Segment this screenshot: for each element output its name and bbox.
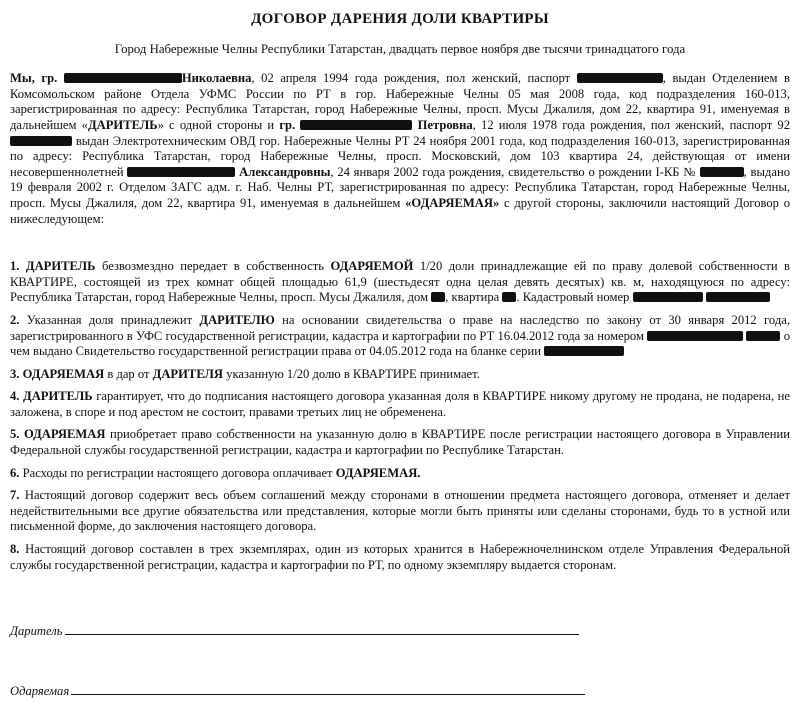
clause-7-number: 7. — [10, 488, 20, 503]
clause-3-bold-a: ДАРИТЕЛЯ — [152, 366, 224, 381]
intro-text-d: , 12 июля 1978 года рождения, пол женский, паспорт 92 — [472, 117, 790, 132]
intro-text-a: , 02 апреля 1994 года рождения, пол женский, паспорт — [251, 71, 571, 86]
redacted-blank-series — [544, 346, 624, 356]
clause-1-text-d: . Кадастровый номер — [516, 290, 630, 305]
intro-bold-recipient: «ОДАРЯЕМАЯ» — [405, 195, 500, 210]
clause-2-text-b: на основании свидетельства о праве на наследство по закону от 30 января 2012 года, зарегистрированного в УФС государственной регистрации, кадастра и картографии по РТ 16.04.2012 года за номером — [10, 312, 790, 343]
intro-bold-donor: ДАРИТЕЛЬ — [87, 117, 158, 132]
clause-5 — [10, 427, 790, 458]
signature-recipient — [10, 684, 790, 700]
clause-2-bold-a: ДАРИТЕЛЮ — [199, 312, 275, 327]
redacted-house — [431, 292, 445, 302]
clause-1-text-a: безвозмездно передает в собственность — [101, 259, 324, 274]
clause-1-text-b: 1/20 доли принадлежащие ей по праву долевой собственности в КВАРТИРЕ, состоящей из трех комнат общей площадью 61,9 (шестьдесят одна целая девять десятых) кв. м, находящуюся по адресу: Республика Татарстан, город Набережные Челны, просп. Мусы Джалиля, дом — [10, 259, 790, 305]
clause-6-text-a: Расходы по регистрации настоящего договора оплачивает — [22, 465, 333, 480]
redacted-name-3 — [127, 167, 235, 177]
clause-5-text-a: приобретает право собственности на указанную долю в КВАРТИРЕ после регистрации настоящего договора в Управлении Федеральной службы государственной регистрации, кадастра и картографии по Республике Татарстан. — [10, 427, 790, 458]
redacted-cadastral-a — [633, 292, 703, 302]
redacted-cadastral-b — [706, 292, 770, 302]
clause-1-number: 1. — [10, 259, 20, 274]
redacted-apartment — [502, 292, 516, 302]
redacted-reg-number-b — [746, 331, 780, 341]
redacted-passport-2 — [10, 136, 72, 146]
intro-text-e: выдан Электротехническим ОВД гор. Набережные Челны РТ 24 ноября 2001 года, код подразделения 160-013, зарегистрированная по адресу: Республика Татарстан, город Набережные Челны, просп. Московский, дом 103 квартира 24, действующая от имени несовершеннолетней — [10, 133, 790, 179]
signature-donor-label: Даритель — [10, 624, 63, 638]
redacted-name-1 — [64, 73, 182, 83]
redacted-name-2 — [300, 120, 412, 130]
city-date-line: Город Набережные Челны Республики Татарстан, двадцать первое ноября две тысячи тринадцатого года — [114, 41, 686, 56]
clause-1-bold-b: ОДАРЯЕМОЙ — [330, 259, 414, 274]
clause-8-number: 8. — [10, 542, 20, 557]
clause-2-number: 2. — [10, 312, 20, 327]
clause-5-lead: ОДАРЯЕМАЯ — [23, 427, 106, 442]
clause-4-number: 4. — [10, 389, 20, 404]
clause-7 — [10, 488, 790, 535]
signature-donor-line — [65, 633, 579, 635]
intro-bold-alexandrovny: Александровны — [239, 164, 331, 179]
intro-text-g: , выдано 19 февраля 2002 г. Отделом ЗАГС адм. г. Наб. Челны РТ, зарегистрированная по адресу: Республика Татарстан, город Набережные Челны, просп. Мусы Джалиля, дом 22, квартира 91, именуемая в дальнейшем — [10, 164, 790, 210]
intro-bold-my-gr: Мы, гр. — [10, 71, 58, 86]
redacted-reg-number-a — [647, 331, 743, 341]
clause-6 — [10, 466, 790, 482]
document-title: ДОГОВОР ДАРЕНИЯ ДОЛИ КВАРТИРЫ — [251, 11, 549, 27]
intro-bold-petrovna: Петровна — [417, 117, 473, 132]
clause-8-text-a: Настоящий договор составлен в трех экземплярах, один из которых хранится в Набережночелнинском отделе Управления Федеральной службы государственной регистрации, кадастра и картографии по РТ, по одному экземпляру выдается сторонам. — [10, 542, 790, 572]
clause-1-lead: ДАРИТЕЛЬ — [25, 259, 96, 274]
intro-text-f: , 24 января 2002 года рождения, свидетельство о рождении I-КБ № — [330, 164, 696, 179]
clause-6-bold-a: ОДАРЯЕМАЯ. — [335, 465, 421, 480]
intro-paragraph: Мы, гр. Николаевна, 02 апреля 1994 года рождения, пол женский, паспорт , выдан Отделением в Комсомольском районе Отдела УФМС России по РТ в гор. Набережные Челны 05 мая 2008 года, код подразделения 160-013, зарегистрированная по адресу: Республика Татарстан, город Набережные Челны, просп. Мусы Джалиля, дом 22, квартира 91, именуемая в дальнейшем «ДАРИТЕЛЬ» с одной стороны и гр. Петровна, 12 июля 1978 года рождения, пол женский, паспорт 92 выдан Электротехническим ОВД гор. Набережные Челны РТ 24 ноября 2001 года, код подразделения 160-013, зарегистрированная по адресу: Республика Татарстан, город Набережные Челны, просп. Московский, дом 103 квартира 24, действующая от имени несовершеннолетней Александровны, 24 января 2002 года рождения, свидетельство о рождении I-КБ № , выдано 19 февраля 2002 г. Отделом ЗАГС адм. г. Наб. Челны РТ, зарегистрированная по адресу: Республика Татарстан, город Набережные Челны, просп. Мусы Джалиля, дом 22, квартира 91, именуемая в дальнейшем «ОДАРЯЕМАЯ» с другой стороны, заключили настоящий Договор о нижеследующем: — [10, 71, 791, 226]
clause-3-lead: ОДАРЯЕМАЯ — [22, 366, 105, 381]
clause-2-text-c: о чем выдано Свидетельство государственной регистрации права от 04.05.2012 года на бланке серии — [10, 328, 790, 359]
clause-5-number: 5. — [10, 427, 20, 442]
clause-4-lead: ДАРИТЕЛЬ — [23, 389, 93, 404]
redacted-certificate — [700, 167, 744, 177]
clause-6-number: 6. — [10, 465, 20, 480]
intro-bold-nikolaevna: Николаевна — [181, 71, 252, 86]
intro-bold-gr: гр. — [279, 117, 296, 132]
signature-donor — [10, 624, 790, 640]
clause-4 — [10, 389, 790, 420]
signature-recipient-line — [71, 693, 585, 695]
clause-3-text-a: в дар от — [107, 366, 150, 381]
redacted-passport-1 — [577, 73, 663, 83]
clause-7-text-a: Настоящий договор содержит весь объем соглашений между сторонами в отношении предмета настоящего договора, отменяет и делает недействительными все другие обязательства или представления, которые могли быть приняты или сделаны сторонами, будь то в устной или письменной форме, до заключения настоящего договора. — [10, 488, 790, 534]
clause-8 — [10, 542, 790, 573]
clause-3-number: 3. — [10, 366, 20, 381]
intro-text-h: с другой стороны, заключили настоящий Договор о нижеследующем: — [10, 195, 791, 226]
signature-recipient-label: Одаряемая — [10, 684, 70, 698]
clause-3-text-b: указанную 1/20 долю в КВАРТИРЕ принимает. — [226, 366, 480, 381]
clause-2-text-a: Указанная доля принадлежит — [26, 312, 193, 327]
clause-4-text-a: гарантирует, что до подписания настоящего договора указанная доля в КВАРТИРЕ никому другому не продана, не подарена, не заложена, в споре и под арестом не состоит, правами третьих лиц не обременена. — [10, 389, 791, 419]
intro-text-b: выдан Отделением в Комсомольском районе Отдела УФМС России по РТ в гор. Набережные Челны 05 мая 2008 года, код подразделения 160-013, зарегистрированная по адресу: Республика Татарстан, город Набережные Челны, просп. Мусы Джалиля, дом 22, квартира 91, именуемая в дальнейшем « — [10, 71, 790, 132]
clause-1 — [10, 259, 790, 306]
intro-text-c: » с одной стороны и — [157, 117, 275, 132]
clause-1-text-c: , квартира — [445, 290, 500, 305]
clause-2 — [10, 313, 790, 360]
clause-3 — [10, 367, 790, 383]
